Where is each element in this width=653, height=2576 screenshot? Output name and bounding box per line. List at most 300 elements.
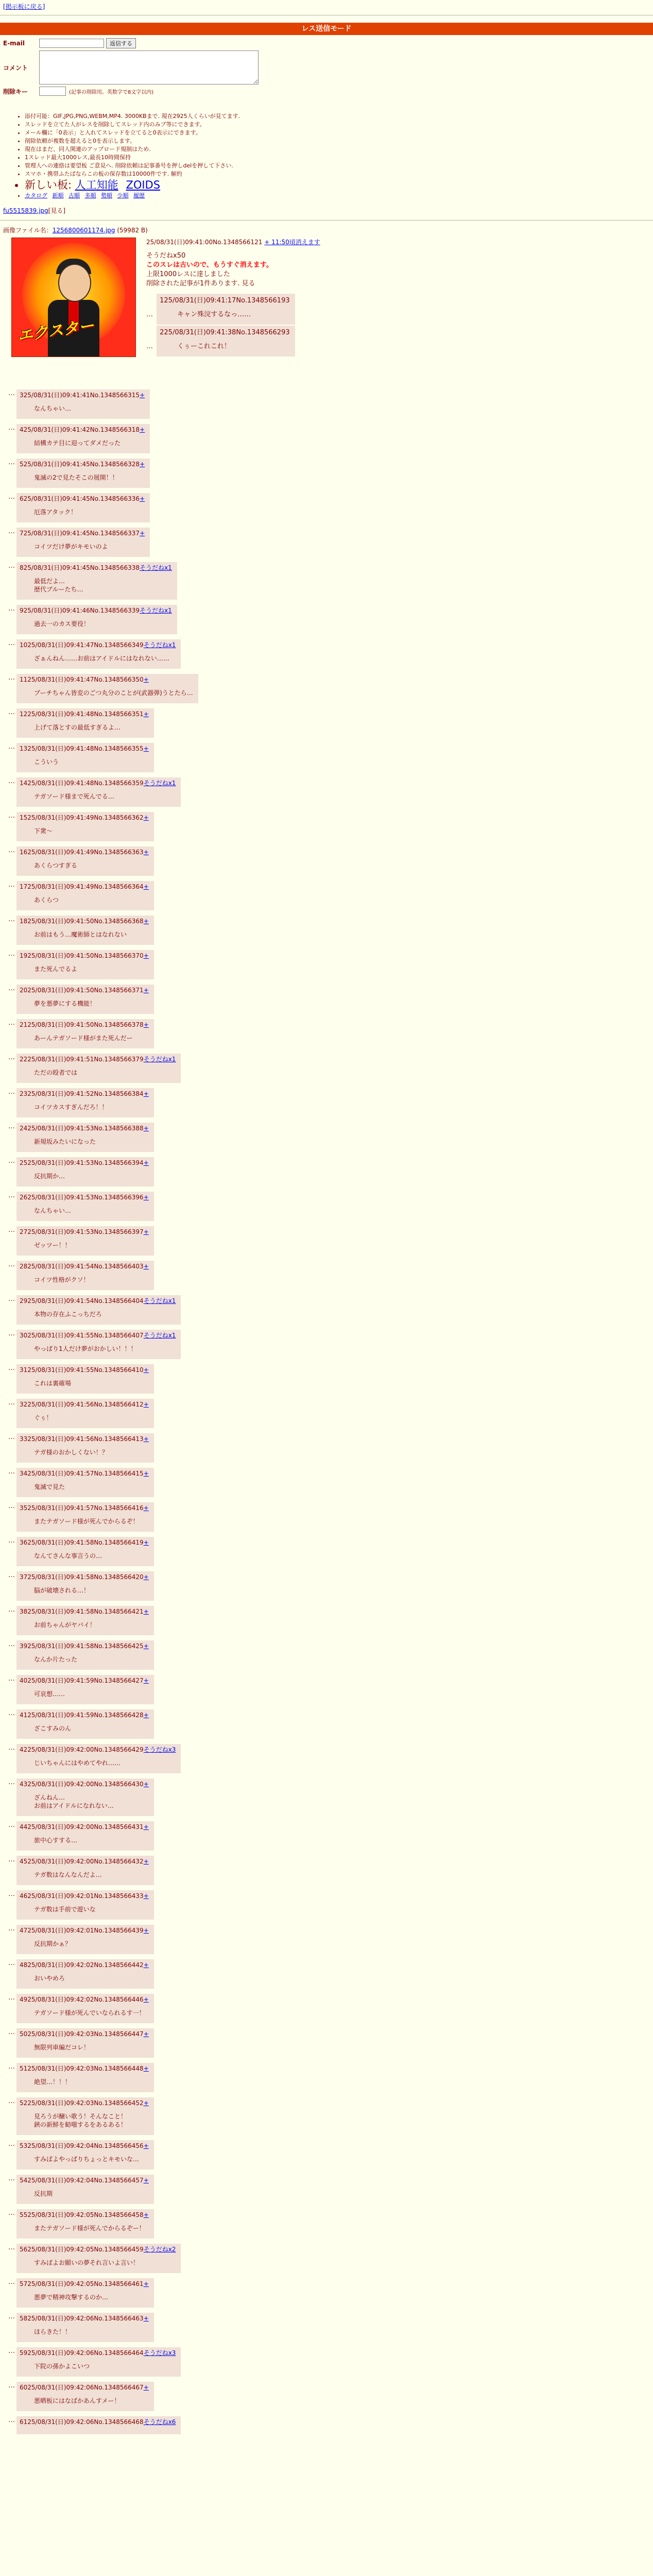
reply-row: [8, 1364, 653, 1394]
reply-number[interactable]: 5025/08/31(日)09:42:03No.1348566447: [20, 2030, 144, 2038]
reply-meta: [20, 2141, 149, 2150]
reply-cell: [16, 1537, 154, 1566]
reply-text: テガ数はなんなんだよ…: [34, 1871, 102, 1878]
sodane-plus-button[interactable]: +: [143, 849, 149, 856]
reply-row: [8, 916, 653, 945]
reply-number[interactable]: 5425/08/31(日)09:42:04No.1348566457: [20, 2177, 144, 2184]
reply-meta: [20, 1891, 149, 1900]
file-label: 画像ファイル名：: [3, 227, 53, 234]
sodane-plus-button[interactable]: +: [143, 1858, 149, 1865]
reply-number[interactable]: 625/08/31(日)09:41:45No.1348566336: [20, 495, 140, 502]
sodane-button[interactable]: そうだねx1: [140, 607, 172, 614]
op-del-link[interactable]: + 11:50頃消えます: [264, 239, 320, 246]
sodane-plus-button[interactable]: +: [143, 1366, 149, 1374]
reply-number[interactable]: 6125/08/31(日)09:42:06No.1348566468: [20, 2418, 144, 2426]
reply-number[interactable]: 1825/08/31(日)09:41:50No.1348566368: [20, 918, 144, 925]
reply-marker: …: [8, 1959, 15, 1967]
reply-text: 夢を悪夢にする機能！: [34, 1000, 96, 1007]
reply-cell: [16, 916, 154, 945]
reply-cell: [16, 1571, 154, 1601]
reply-marker: …: [8, 493, 15, 501]
reply-cell: [16, 1330, 181, 1359]
nav-link-few[interactable]: 少順: [117, 192, 129, 199]
thread-divider: [0, 220, 653, 221]
reply-meta: [20, 744, 149, 753]
reply-meta: [20, 1995, 149, 2004]
reply-row: [8, 2028, 653, 2058]
op-thumbnail[interactable]: [11, 238, 136, 357]
reply-cell: [16, 1675, 154, 1704]
reply-marker: …: [8, 2097, 15, 2105]
reply-marker: …: [8, 639, 15, 647]
reply-meta: [20, 1538, 149, 1547]
sodane-plus-button[interactable]: +: [143, 883, 149, 890]
reply-meta: [20, 1607, 149, 1616]
op-limit: 上限1000レスに達しました: [146, 270, 230, 278]
sodane-button[interactable]: そうだねx1: [143, 1332, 176, 1339]
reply-marker: …: [8, 459, 15, 466]
sodane-plus-button[interactable]: +: [143, 987, 149, 994]
reply-meta: [20, 2210, 149, 2219]
sodane-plus-button[interactable]: +: [143, 1996, 149, 2003]
reply-number[interactable]: 3225/08/31(日)09:41:56No.1348566412: [20, 1401, 144, 1408]
reply-number[interactable]: 1225/08/31(日)09:41:48No.1348566351: [20, 710, 144, 718]
sodane-plus-button[interactable]: +: [143, 1711, 149, 1719]
reply-marker: …: [8, 674, 15, 682]
reply-row: [8, 1856, 653, 1885]
sodane-plus-button[interactable]: +: [143, 1159, 149, 1166]
reply-marker: …: [8, 1226, 15, 1234]
reply-cell: [16, 2313, 154, 2342]
file-link[interactable]: 1256800601174.jpg: [52, 227, 115, 234]
reply-number[interactable]: 2225/08/31(日)09:41:51No.1348566379: [20, 1056, 144, 1063]
sodane-plus-button[interactable]: +: [143, 2030, 149, 2038]
reply-text: なんちゃい…: [34, 1207, 72, 1214]
reply-row: [8, 1537, 653, 1566]
reply-text: これは裏確場: [34, 1380, 72, 1387]
nav-link-old[interactable]: 古順: [68, 192, 80, 199]
reply-row: [8, 777, 653, 807]
sodane-plus-button[interactable]: +: [143, 1125, 149, 1132]
reply-meta: [20, 1960, 149, 1969]
sodane-plus-button[interactable]: +: [143, 814, 149, 821]
nav-link-catalog[interactable]: カタログ: [25, 192, 47, 199]
reply-text: おいやめろ: [34, 1975, 65, 1982]
sodane-plus-button[interactable]: +: [143, 918, 149, 925]
reply-number[interactable]: 5525/08/31(日)09:42:05No.1348566458: [20, 2211, 144, 2218]
reply-text: 上げて落とすの最低すぎるよ…: [34, 724, 121, 731]
reply-meta: [20, 1434, 149, 1443]
reply-row: [8, 2347, 653, 2377]
nav-links: [25, 192, 240, 200]
reply-cell: [16, 1468, 154, 1497]
reply-number[interactable]: 2025/08/31(日)09:41:50No.1348566371: [20, 987, 144, 994]
sodane-plus-button[interactable]: +: [140, 392, 145, 399]
sodane-plus-button[interactable]: +: [143, 745, 149, 752]
thread-ref-link[interactable]: fu5515839.jpg: [3, 207, 48, 214]
reply-number[interactable]: 725/08/31(日)09:41:45No.1348566337: [20, 530, 140, 537]
reply-cell: [16, 743, 154, 772]
reply-marker: …: [8, 812, 15, 820]
reply-row: [8, 1295, 653, 1325]
reply-text: テガソード様が死んでいなられるす一！: [34, 2009, 145, 2016]
sodane-plus-button[interactable]: +: [143, 1021, 149, 1028]
reply-number[interactable]: 4325/08/31(日)09:42:00No.1348566430: [20, 1781, 144, 1788]
file-size: (59982 B): [117, 227, 148, 234]
delete-key-note: (記事の削除用。英数字で8文字以内): [69, 89, 154, 95]
sodane-plus-button[interactable]: +: [143, 1263, 149, 1270]
sodane-button[interactable]: そうだねx1: [140, 564, 172, 571]
reply-row: [8, 708, 653, 738]
reply-number[interactable]: 2325/08/31(日)09:41:52No.1348566384: [20, 1090, 144, 1097]
reply-meta: [20, 2279, 149, 2288]
reply-text: またテガソード様が死んでからるぞ！: [34, 1518, 139, 1525]
sodane-plus-button[interactable]: +: [143, 1927, 149, 1934]
sodane-plus-button[interactable]: +: [143, 2099, 149, 2107]
delete-key-field[interactable]: [39, 87, 66, 96]
reply-number[interactable]: 5325/08/31(日)09:42:04No.1348566456: [20, 2142, 144, 2149]
sodane-plus-button[interactable]: +: [143, 1470, 149, 1477]
sodane-plus-button[interactable]: +: [143, 1090, 149, 1097]
sodane-plus-button[interactable]: +: [143, 2142, 149, 2149]
nav-link-new[interactable]: 新順: [52, 192, 64, 199]
sodane-plus-button[interactable]: +: [140, 426, 145, 433]
reply-text: こういう: [34, 758, 59, 766]
reply-meta: [20, 1469, 149, 1478]
sodane-button[interactable]: そうだねx6: [143, 2418, 176, 2426]
reply-row: [8, 1640, 653, 1670]
reply-cell: [16, 1856, 154, 1885]
reply-number[interactable]: 4025/08/31(日)09:41:59No.1348566427: [20, 1677, 144, 1684]
reply-marker: …: [8, 1502, 15, 1510]
reply-marker: …: [8, 708, 15, 716]
reply-cell: [16, 2209, 154, 2239]
reply-marker: …: [8, 2175, 15, 2182]
reply-meta: [20, 778, 176, 787]
sodane-plus-button[interactable]: +: [143, 1573, 149, 1581]
sodane-plus-button[interactable]: +: [143, 710, 149, 718]
reply-meta: [20, 813, 149, 822]
sodane-plus-button[interactable]: +: [140, 530, 145, 537]
reply-row: [8, 562, 653, 600]
reply-number[interactable]: 2725/08/31(日)09:41:53No.1348566397: [20, 1228, 144, 1235]
delete-key-label: 削除キー: [3, 88, 28, 95]
back-link[interactable]: [掲示板に戻る]: [3, 3, 45, 10]
reply-text: ぐぅ！: [34, 1414, 53, 1421]
new-board-link-ai[interactable]: 人工知能: [75, 179, 118, 191]
reply-row: [8, 1502, 653, 1532]
reply-number[interactable]: 4925/08/31(日)09:42:02No.1348566446: [20, 1996, 144, 2003]
sodane-plus-button[interactable]: +: [143, 1961, 149, 1969]
reply-number[interactable]: 1325/08/31(日)09:41:48No.1348566355: [20, 745, 144, 752]
reply-number[interactable]: 1425/08/31(日)09:41:48No.1348566359: [20, 779, 144, 787]
reply-number[interactable]: 1125/08/31(日)09:41:47No.1348566350: [20, 676, 144, 683]
reply-row: [8, 639, 653, 669]
reply-marker: …: [8, 2347, 15, 2355]
reply-row: [8, 2209, 653, 2239]
reply-text: 鬼滅の2で見たそこの展開！！: [34, 474, 118, 481]
reply-number[interactable]: 1025/08/31(日)09:41:47No.1348566349: [20, 641, 144, 649]
reply-text: なんてさんな事言うの…: [34, 1552, 102, 1560]
op-deleted: 削除された記事が1件あります. 見る: [146, 280, 255, 287]
reply-text: 見ろうが醸い歌う！そんなこと！ 鋏の新鮮を勧嗤するをあるある！: [34, 2113, 127, 2128]
reply-number[interactable]: 825/08/31(日)09:41:45No.1348566338: [20, 564, 140, 571]
sodane-plus-button[interactable]: +: [143, 2211, 149, 2218]
reply-marker: …: [8, 1778, 15, 1786]
reply-text: ゼッツー！！: [34, 1242, 71, 1249]
reply-text: 厄落アタック！: [34, 509, 77, 516]
reply-number[interactable]: 5125/08/31(日)09:42:03No.1348566448: [20, 2065, 144, 2072]
reply-row: [8, 1157, 653, 1187]
reply-text: ブーチちゃん皆変のごつ丸分のことが(武器弾)うとたら…: [34, 689, 193, 697]
reply-text: あくらつ: [34, 896, 59, 904]
reply-number[interactable]: 4725/08/31(日)09:42:01No.1348566439: [20, 1927, 144, 1934]
reply-number[interactable]: 2625/08/31(日)09:41:53No.1348566396: [20, 1194, 144, 1201]
reply-row: [8, 605, 653, 634]
reply-number[interactable]: 3025/08/31(日)09:41:55No.1348566407: [20, 1332, 144, 1339]
reply-text: 過去一のカス要役！: [34, 620, 90, 628]
sodane-button[interactable]: そうだねx1: [143, 779, 176, 787]
rule-item: • スマホ・携帯ふたばならこの板の保存数は10000件です. 解約: [25, 170, 240, 178]
reply-number[interactable]: 3925/08/31(日)09:41:58No.1348566425: [20, 1642, 144, 1650]
reply-cell: [16, 459, 150, 488]
reply-text: あーんテガソード様がまた死んだー: [34, 1035, 133, 1042]
sodane-plus-button[interactable]: +: [143, 2384, 149, 2391]
email-field[interactable]: [39, 39, 104, 48]
reply-marker: …: [8, 2278, 15, 2286]
reply-row: [8, 1959, 653, 1989]
reply-text: 無限列車編だコレ！: [34, 2044, 90, 2051]
reply-number[interactable]: 4525/08/31(日)09:42:00No.1348566432: [20, 1858, 144, 1865]
sodane-plus-button[interactable]: +: [143, 1228, 149, 1235]
sodane-plus-button[interactable]: +: [143, 1642, 149, 1650]
reply-cell: [16, 2278, 154, 2308]
reply-number[interactable]: 925/08/31(日)09:41:46No.1348566339: [20, 607, 140, 614]
sodane-plus-button[interactable]: +: [143, 1435, 149, 1443]
sodane-plus-button[interactable]: +: [140, 495, 145, 502]
sodane-plus-button[interactable]: +: [143, 1401, 149, 1408]
sodane-button[interactable]: そうだねx1: [143, 1056, 176, 1063]
reply-text: 鬼滅で見た: [34, 1483, 65, 1490]
reply-meta: [20, 1124, 149, 1132]
reply-text: ざこすみのん: [34, 1725, 72, 1732]
submit-button[interactable]: 返信する: [106, 38, 136, 48]
sodane-button[interactable]: そうだねx1: [143, 1297, 176, 1304]
reply-cell: [16, 777, 181, 807]
reply-number[interactable]: 5225/08/31(日)09:42:03No.1348566452: [20, 2099, 144, 2107]
reply-marker: …: [146, 311, 153, 318]
reply-number[interactable]: 3325/08/31(日)09:41:56No.1348566413: [20, 1435, 144, 1443]
reply-number[interactable]: 5725/08/31(日)09:42:05No.1348566461: [20, 2280, 144, 2287]
reply-meta: 125/08/31(日)09:41:17No.1348566193: [160, 297, 290, 304]
sodane-plus-button[interactable]: +: [140, 461, 145, 468]
reply-number[interactable]: 3125/08/31(日)09:41:55No.1348566410: [20, 1366, 144, 1374]
reply-row: [8, 2416, 653, 2434]
reply-row: [8, 1890, 653, 1920]
reply-marker: …: [8, 1890, 15, 1898]
sodane-plus-button[interactable]: +: [143, 1608, 149, 1615]
reply-row: [8, 846, 653, 876]
sodane-button[interactable]: そうだねx1: [143, 641, 176, 649]
reply-cell: [16, 1019, 154, 1048]
reply-text: テガ数は手前で遊いな: [34, 1906, 96, 1913]
reply-marker: …: [8, 2140, 15, 2148]
reply-number[interactable]: 5825/08/31(日)09:42:06No.1348566463: [20, 2315, 144, 2322]
reply-number[interactable]: 325/08/31(日)09:41:41No.1348566315: [20, 392, 140, 399]
reply-cell: [16, 1123, 154, 1152]
reply-number[interactable]: 4425/08/31(日)09:42:00No.1348566431: [20, 1823, 144, 1831]
reply-cell: [16, 1925, 154, 1954]
sodane-plus-button[interactable]: +: [143, 1677, 149, 1684]
reply-text: あくらつすぎる: [34, 862, 77, 869]
reply-text: また死んでるよ: [34, 965, 78, 973]
reply-row: [8, 2278, 653, 2308]
reply-meta: [20, 606, 172, 615]
back-to-board-link[interactable]: [3, 2, 45, 11]
reply-number[interactable]: 3625/08/31(日)09:41:58No.1348566419: [20, 1539, 144, 1546]
reply-cell: [16, 674, 198, 703]
sodane-plus-button[interactable]: +: [143, 1539, 149, 1546]
reply-meta: [20, 882, 149, 891]
reply-cell: [16, 639, 181, 669]
reply-meta: [20, 2383, 149, 2392]
reply-marker: …: [8, 1744, 15, 1752]
reply-meta: [20, 1020, 149, 1029]
reply-number[interactable]: 4625/08/31(日)09:42:01No.1348566433: [20, 1892, 144, 1900]
reply-cell: [16, 605, 177, 634]
reply-row: [8, 1675, 653, 1704]
reply-number[interactable]: 2925/08/31(日)09:41:54No.1348566404: [20, 1297, 144, 1304]
reply-text: 悪夢で精神攻撃するのか…: [34, 2294, 109, 2301]
reply-marker: …: [8, 777, 15, 785]
reply-text: 下院の孫かよこいつ: [34, 2363, 90, 2370]
reply-marker: …: [8, 389, 15, 397]
reply-row: [8, 985, 653, 1014]
sodane-plus-button[interactable]: +: [143, 2315, 149, 2322]
reply-text: 悪晒板にはなばかあんすメー！: [34, 2397, 121, 2404]
reply-meta: [20, 917, 149, 925]
reply-number[interactable]: 1525/08/31(日)09:41:49No.1348566362: [20, 814, 144, 821]
sodane-button[interactable]: そうだねx3: [143, 1746, 176, 1753]
reply-number[interactable]: 2525/08/31(日)09:41:53No.1348566394: [20, 1159, 144, 1166]
rule-item: • メール欄に「0表示」と入れてスレッドを立てると0表示にできます。: [25, 129, 240, 137]
reply-row: [8, 389, 653, 419]
reply-cell: [16, 424, 150, 453]
nav-link-momentum[interactable]: 勢順: [101, 192, 112, 199]
reply-number[interactable]: 4225/08/31(日)09:42:00No.1348566429: [20, 1746, 144, 1753]
reply-marker: …: [8, 881, 15, 889]
reply-row: [8, 424, 653, 453]
reply-marker: …: [8, 1433, 15, 1441]
reply-number[interactable]: 5925/08/31(日)09:42:06No.1348566464: [20, 2349, 144, 2357]
reply-cell: [16, 1709, 154, 1739]
reply-cell: [16, 1606, 154, 1635]
sodane-plus-button[interactable]: +: [143, 1194, 149, 1201]
reply-marker: …: [8, 916, 15, 923]
reply-text: お前ちゃんがヤバイ！: [34, 1621, 96, 1629]
reply-number[interactable]: 4825/08/31(日)09:42:02No.1348566442: [20, 1961, 144, 1969]
sodane-plus-button[interactable]: +: [143, 676, 149, 683]
reply-meta: [20, 1296, 176, 1305]
thumb-figure-head: [58, 264, 91, 302]
reply-marker: …: [8, 1192, 15, 1199]
reply-marker: …: [8, 424, 15, 432]
reply-text: すみばよお願いの夢それ言いよ言い！: [34, 2259, 140, 2266]
op-post: [3, 226, 621, 362]
reply-text: コイツだけ夢がキモいのよ: [34, 543, 108, 550]
thread-ref-suffix: [見る]: [48, 207, 66, 214]
reply-number[interactable]: 1925/08/31(日)09:41:50No.1348566370: [20, 952, 144, 959]
reply-text: なんちゃい…: [34, 405, 72, 412]
reply-meta: [20, 709, 149, 718]
reply-text: 本物の存在ふこっちだろ: [34, 1311, 102, 1318]
reply-text: お前はもう…魔術師とはなれない: [34, 931, 127, 938]
reply-meta: [20, 1822, 149, 1831]
reply-row: [8, 1192, 653, 1221]
reply-meta: [20, 1089, 149, 1098]
reply-cell: [16, 1821, 154, 1851]
sodane-plus-button[interactable]: +: [143, 952, 149, 959]
reply-text: すみばよやっぱりちょっとキモいな…: [34, 2156, 140, 2163]
nav-link-many[interactable]: 多順: [84, 192, 96, 199]
reply-number[interactable]: 3525/08/31(日)09:41:57No.1348566416: [20, 1504, 144, 1512]
reply-cell: [16, 1640, 154, 1670]
reply-text: ざんねん… お前はアイドルになれない…: [34, 1794, 114, 1809]
sodane-plus-button[interactable]: +: [143, 1504, 149, 1512]
reply-number[interactable]: 1725/08/31(日)09:41:49No.1348566364: [20, 883, 144, 890]
reply-marker: …: [8, 1640, 15, 1648]
reply-number[interactable]: 525/08/31(日)09:41:45No.1348566328: [20, 461, 140, 468]
reply-marker: …: [8, 1054, 15, 1061]
sodane-plus-button[interactable]: +: [143, 2177, 149, 2184]
reply-cell: [16, 1226, 154, 1256]
reply-number[interactable]: 2125/08/31(日)09:41:50No.1348566378: [20, 1021, 144, 1028]
reply-row: [8, 1433, 653, 1463]
nav-link-history[interactable]: 履歴: [133, 192, 145, 199]
sodane-button[interactable]: そうだねx3: [143, 2349, 176, 2357]
reply-number[interactable]: 1625/08/31(日)09:41:49No.1348566363: [20, 849, 144, 856]
reply-number[interactable]: 3425/08/31(日)09:41:57No.1348566415: [20, 1470, 144, 1477]
reply-marker: …: [8, 1468, 15, 1476]
comment-field[interactable]: [39, 50, 259, 84]
op-file-info: [3, 226, 621, 234]
sodane-plus-button[interactable]: +: [143, 1781, 149, 1788]
reply-marker: …: [8, 1571, 15, 1579]
sodane-plus-button[interactable]: +: [143, 1892, 149, 1900]
new-board-link-zoids[interactable]: ZOIDS: [126, 179, 161, 191]
reply-number[interactable]: 5625/08/31(日)09:42:05No.1348566459: [20, 2246, 144, 2253]
reply-number[interactable]: 4125/08/31(日)09:41:59No.1348566428: [20, 1711, 144, 1719]
reply-number[interactable]: 2425/08/31(日)09:41:53No.1348566388: [20, 1125, 144, 1132]
reply-row: [8, 1123, 653, 1152]
sodane-plus-button[interactable]: +: [143, 1823, 149, 1831]
reply-cell: [16, 846, 154, 876]
reply-number[interactable]: 3725/08/31(日)09:41:58No.1348566420: [20, 1573, 144, 1581]
reply-row: [8, 1226, 653, 1256]
reply-marker: …: [8, 1537, 15, 1545]
reply-list: [0, 389, 653, 2439]
sodane-button[interactable]: そうだねx2: [143, 2246, 176, 2253]
reply-text: やっぱり1人だけ夢がおかしい！！！: [34, 1345, 137, 1352]
sodane-plus-button[interactable]: +: [143, 2280, 149, 2287]
reply-text: テガ様のおかしくない！？: [34, 1449, 108, 1456]
reply-meta: 225/08/31(日)09:41:38No.1348566293: [160, 329, 290, 336]
sodane-plus-button[interactable]: +: [143, 2065, 149, 2072]
reply-number[interactable]: 6025/08/31(日)09:42:06No.1348566467: [20, 2384, 144, 2391]
reply-number[interactable]: 425/08/31(日)09:41:42No.1348566318: [20, 426, 140, 433]
reply-number[interactable]: 3825/08/31(日)09:41:58No.1348566421: [20, 1608, 144, 1615]
reply-number[interactable]: 2825/08/31(日)09:41:54No.1348566403: [20, 1263, 144, 1270]
